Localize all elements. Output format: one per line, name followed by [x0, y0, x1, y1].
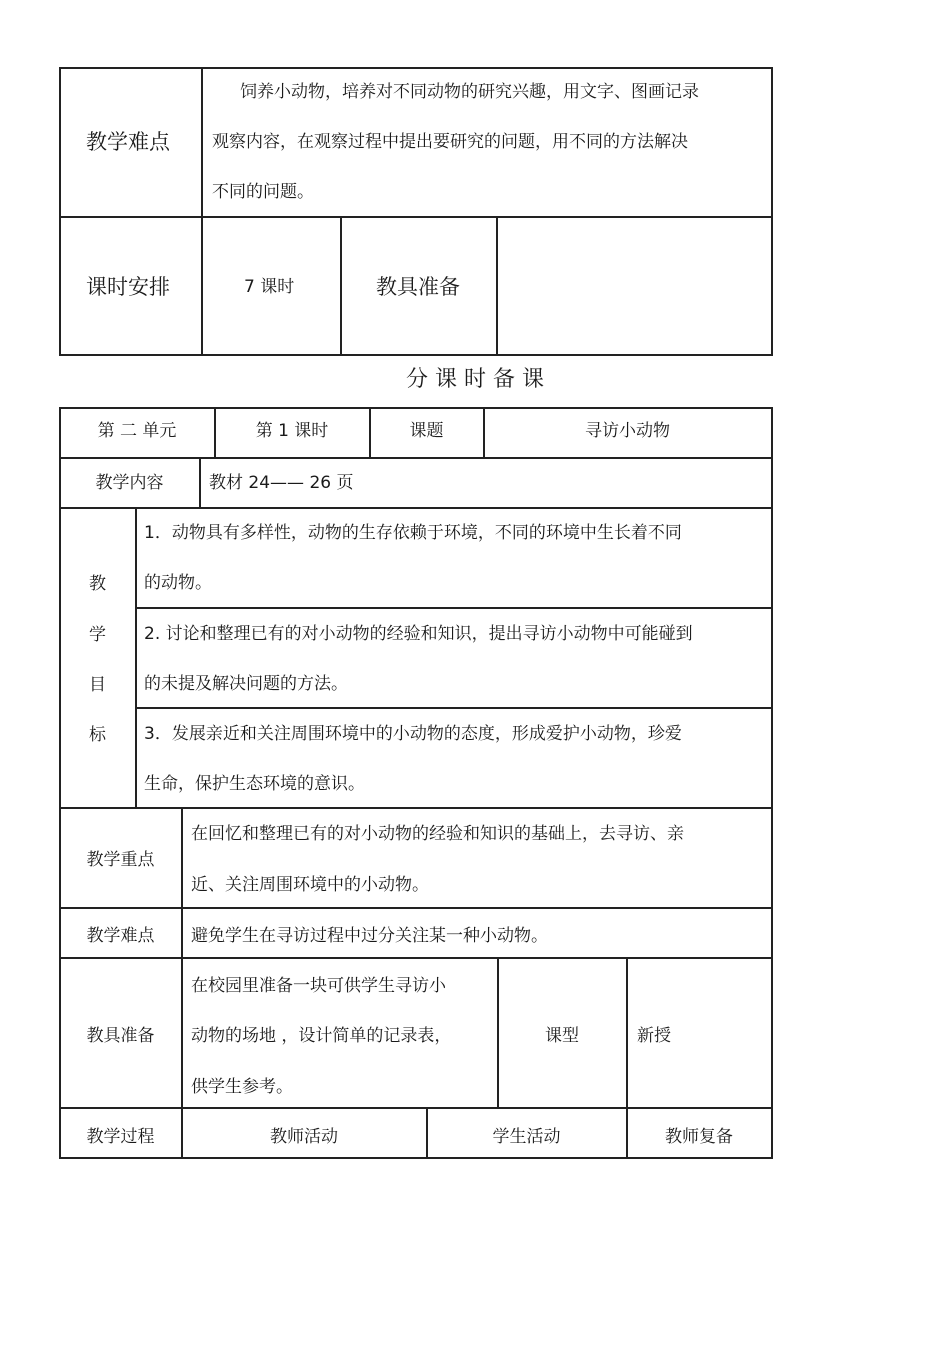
table-rule: [59, 957, 773, 959]
key-line-1: 在回忆和整理已有的对小动物的经验和知识的基础上，去寻访、亲: [191, 824, 684, 844]
table-rule: [771, 67, 773, 355]
key-label: 教学重点: [86, 850, 155, 870]
table-rule: [181, 807, 183, 1158]
table-rule: [59, 407, 773, 409]
difficulty-label: 教学难点: [86, 130, 170, 154]
lesson-difficulty-value: 避免学生在寻访过程中过分关注某一种小动物。: [191, 926, 548, 946]
table-rule: [135, 507, 137, 808]
table-rule: [59, 807, 773, 809]
topic-value: 寻访小动物: [585, 421, 670, 441]
table-rule: [59, 1107, 773, 1109]
goals-label-char: 标: [89, 725, 106, 745]
table-rule: [199, 457, 201, 508]
key-line-2: 近、关注周围环境中的小动物。: [191, 875, 429, 895]
goal-2-line-2: 的未提及解决问题的方法。: [144, 674, 348, 694]
content-value: 教材 24—— 26 页: [209, 473, 354, 493]
lesson-tools-label: 教具准备: [86, 1026, 155, 1046]
period-cell: 第 1 课时: [255, 421, 329, 441]
process-label: 教学过程: [86, 1127, 155, 1147]
teacher-review-header: 教师复备: [665, 1127, 733, 1147]
table-rule: [201, 67, 203, 355]
student-activity-header: 学生活动: [492, 1127, 561, 1147]
table-rule: [59, 354, 773, 356]
type-label: 课型: [545, 1026, 579, 1046]
lesson-difficulty-label: 教学难点: [86, 926, 155, 946]
content-label: 教学内容: [95, 473, 164, 493]
goal-1-line-2: 的动物。: [144, 573, 212, 593]
topic-label: 课题: [409, 421, 444, 441]
goal-2-line-1: 2. 讨论和整理已有的对小动物的经验和知识，提出寻访小动物中可能碰到: [144, 624, 693, 644]
type-value: 新授: [637, 1026, 671, 1046]
table-rule: [59, 216, 773, 218]
difficulty-text-line-3: 不同的问题。: [212, 182, 314, 202]
table-rule: [59, 1157, 773, 1159]
table-rule: [59, 67, 773, 69]
lesson-tools-line-1: 在校园里准备一块可供学生寻访小: [191, 976, 446, 996]
table-rule: [59, 407, 61, 1158]
section-title: 分 课 时 备 课: [406, 367, 544, 392]
table-rule: [135, 707, 773, 709]
difficulty-text-line-1: 饲养小动物，培养对不同动物的研究兴趣，用文字、图画记录: [240, 82, 699, 102]
goals-label-char: 目: [89, 675, 106, 695]
table-rule: [771, 407, 773, 1158]
table-rule: [340, 216, 342, 355]
teacher-activity-header: 教师活动: [270, 1127, 338, 1147]
table-rule: [496, 216, 498, 355]
goal-1-line-1: 1．动物具有多样性，动物的生存依赖于环境，不同的环境中生长着不同: [144, 523, 682, 543]
table-rule: [135, 607, 773, 609]
lesson-tools-line-3: 供学生参考。: [191, 1077, 293, 1097]
unit-cell: 第 二 单元: [97, 421, 177, 441]
table-rule: [59, 67, 61, 355]
table-rule: [59, 907, 773, 909]
tools-label: 教具准备: [376, 275, 460, 299]
lesson-tools-line-2: 动物的场地 ，设计简单的记录表，: [191, 1026, 452, 1046]
schedule-value: 7 课时: [244, 277, 295, 297]
goals-label-char: 学: [89, 625, 106, 645]
table-rule: [59, 457, 773, 459]
table-rule: [59, 507, 773, 509]
table-rule: [626, 957, 628, 1158]
goal-3-line-1: 3．发展亲近和关注周围环境中的小动物的态度，形成爱护小动物，珍爱: [144, 724, 682, 744]
goal-3-line-2: 生命，保护生态环境的意识。: [144, 774, 365, 794]
schedule-label: 课时安排: [86, 275, 170, 299]
difficulty-text-line-2: 观察内容，在观察过程中提出要研究的问题，用不同的方法解决: [212, 132, 688, 152]
goals-label-char: 教: [89, 574, 106, 594]
